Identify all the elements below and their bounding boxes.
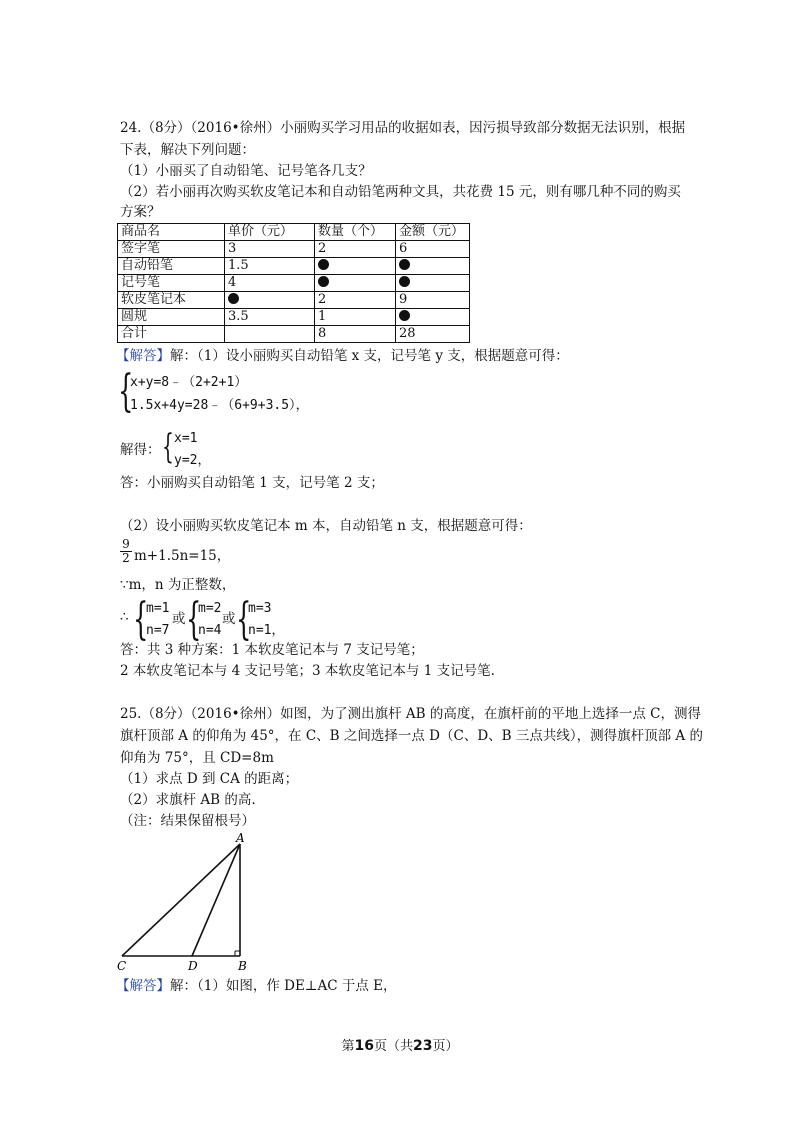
smudge-dot bbox=[399, 259, 410, 270]
or-1: 或 bbox=[172, 611, 186, 627]
a25-text: 解：（1）如图，作 DE⊥AC 于点 E， bbox=[170, 978, 397, 994]
table-cell bbox=[396, 309, 470, 326]
page-number: 16 bbox=[354, 1038, 374, 1054]
table-row bbox=[118, 258, 470, 275]
q24-subquestion-2b: 方案？ bbox=[120, 204, 161, 220]
solve-label: 解得： bbox=[120, 442, 161, 458]
q25-subquestion-2: （2）求旗杆 AB 的高. bbox=[120, 792, 256, 808]
table-header: 商品名 bbox=[118, 224, 225, 241]
label-b: B bbox=[238, 959, 247, 972]
label-c: C bbox=[117, 959, 127, 972]
table-header: 单价（元） bbox=[225, 224, 315, 241]
q25-note: （注：结果保留根号） bbox=[120, 813, 255, 829]
footer-suffix: 页） bbox=[432, 1039, 459, 1054]
table-cell: 签字笔 bbox=[118, 241, 225, 258]
equation-m-n: m+1.5n=15， bbox=[134, 548, 231, 564]
table-cell bbox=[225, 292, 315, 309]
table-cell: 6 bbox=[396, 241, 470, 258]
table-cell: 2 bbox=[315, 241, 396, 258]
label-a: A bbox=[236, 832, 245, 845]
segment-da bbox=[192, 844, 240, 956]
table-cell: 1.5 bbox=[225, 258, 315, 275]
flagpole-figure bbox=[112, 832, 262, 972]
page-total: 23 bbox=[413, 1038, 433, 1054]
table-cell bbox=[315, 258, 396, 275]
case2-n: n=4 bbox=[198, 623, 222, 638]
equation-2-text: 1.5x+4y=28﹣（6+9+3.5） bbox=[130, 398, 296, 413]
fraction-numerator: 9 bbox=[122, 537, 130, 551]
case3-brace: { bbox=[236, 594, 252, 645]
answer-tag: 【解答】 bbox=[116, 348, 170, 364]
q24-text-line1: 24.（8分）（2016•徐州）小丽购买学习用品的收据如表，因污损导致部分数据无法识别，根据 bbox=[120, 120, 686, 136]
table-row bbox=[118, 275, 470, 292]
case1-n: n=7 bbox=[146, 623, 170, 638]
table-row bbox=[118, 292, 470, 309]
table-cell: 软皮笔记本 bbox=[118, 292, 225, 309]
or-2: 或 bbox=[222, 611, 236, 627]
fraction-denominator: 2 bbox=[120, 551, 132, 565]
case3-n bbox=[248, 622, 285, 640]
table-cell: 合计 bbox=[118, 326, 225, 343]
page-footer bbox=[0, 1035, 800, 1054]
table-header: 数量（个） bbox=[315, 224, 396, 241]
smudge-dot bbox=[399, 310, 410, 321]
table-cell: 3 bbox=[225, 241, 315, 258]
q24-subquestion-2a: （2）若小丽再次购买软皮笔记本和自动铅笔两种文具，共花费 15 元，则有哪几种不同的购买 bbox=[120, 184, 681, 200]
smudge-dot bbox=[318, 276, 329, 287]
footer-prefix: 第 bbox=[341, 1039, 355, 1054]
table-cell: 圆规 bbox=[118, 309, 225, 326]
case3-m: m=3 bbox=[248, 601, 272, 616]
system-brace: { bbox=[118, 366, 134, 417]
q24-subquestion-1: （1）小丽买了自动铅笔、记号笔各几支？ bbox=[120, 163, 372, 179]
table-cell bbox=[396, 275, 470, 292]
solution-y bbox=[174, 452, 211, 470]
a25-line bbox=[116, 977, 397, 995]
table-cell: 9 bbox=[396, 292, 470, 309]
solution-brace: { bbox=[162, 427, 174, 467]
equation-2 bbox=[130, 397, 309, 415]
q24-text-line2: 下表，解决下列问题： bbox=[120, 142, 255, 158]
solution-x: x=1 bbox=[174, 431, 198, 446]
table-cell bbox=[225, 326, 315, 343]
a24-intro-line bbox=[116, 347, 569, 365]
table-cell: 1 bbox=[315, 309, 396, 326]
table-row bbox=[118, 309, 470, 326]
table-header: 金额（元） bbox=[396, 224, 470, 241]
answer-part2-line1: 答：共 3 种方案：1 本软皮笔记本与 7 支记号笔； bbox=[120, 642, 424, 658]
smudge-dot bbox=[318, 259, 329, 270]
table-cell bbox=[315, 275, 396, 292]
table-header-row bbox=[118, 224, 470, 241]
footer-middle: 页（共 bbox=[373, 1039, 413, 1054]
answer-part2-line2: 2 本软皮笔记本与 4 支记号笔；3 本软皮笔记本与 1 支记号笔. bbox=[120, 663, 495, 679]
table-cell: 记号笔 bbox=[118, 275, 225, 292]
case2-brace: { bbox=[186, 594, 202, 645]
table-cell: 3.5 bbox=[225, 309, 315, 326]
label-d: D bbox=[188, 959, 198, 972]
q25-subquestion-1: （1）求点 D 到 CA 的距离； bbox=[120, 771, 299, 787]
equation-1: x+y=8﹣（2+2+1） bbox=[130, 375, 248, 390]
q25-text-line3: 仰角为 75°，且 CD=8m bbox=[120, 750, 274, 766]
segment-ca bbox=[122, 844, 240, 956]
q25-text-line1: 25.（8分）（2016•徐州）如图，为了测出旗杆 AB 的高度，在旗杆前的平地上选择一点 C，测得 bbox=[120, 706, 701, 722]
smudge-dot bbox=[399, 276, 410, 287]
a24-intro: 解：（1）设小丽购买自动铅笔 x 支，记号笔 y 支，根据题意可得： bbox=[170, 348, 569, 364]
case3-n-text: n=1 bbox=[248, 623, 272, 638]
equation-comma: ， bbox=[295, 398, 309, 413]
cases-comma: ， bbox=[271, 623, 285, 638]
case2-m: m=2 bbox=[198, 601, 222, 616]
table-cell: 2 bbox=[315, 292, 396, 309]
therefore-symbol: ∴ bbox=[120, 609, 129, 625]
table-row bbox=[118, 326, 470, 343]
integer-condition: ∵m，n 为正整数， bbox=[120, 577, 236, 593]
table-cell: 8 bbox=[315, 326, 396, 343]
smudge-dot bbox=[228, 293, 239, 304]
solution-comma: ， bbox=[197, 453, 211, 468]
answer-tag: 【解答】 bbox=[116, 978, 170, 994]
table-cell bbox=[396, 258, 470, 275]
q25-text-line2: 旗杆顶部 A 的仰角为 45°，在 C、B 之间选择一点 D（C、D、B 三点共线），测得旗杆顶部 A 的 bbox=[120, 728, 703, 744]
answer-part1: 答：小丽购买自动铅笔 1 支，记号笔 2 支； bbox=[120, 475, 384, 491]
table-row bbox=[118, 241, 470, 258]
table-cell: 自动铅笔 bbox=[118, 258, 225, 275]
a24-part2-intro: （2）设小丽购买软皮笔记本 m 本，自动铅笔 n 支，根据题意可得： bbox=[120, 518, 532, 534]
solution-y-text: y=2 bbox=[174, 453, 198, 468]
table-cell: 4 bbox=[225, 275, 315, 292]
table-cell: 28 bbox=[396, 326, 470, 343]
case1-m: m=1 bbox=[146, 601, 170, 616]
case1-brace: { bbox=[133, 594, 149, 645]
receipt-table bbox=[117, 223, 470, 343]
fraction-nine-halves bbox=[120, 538, 132, 565]
